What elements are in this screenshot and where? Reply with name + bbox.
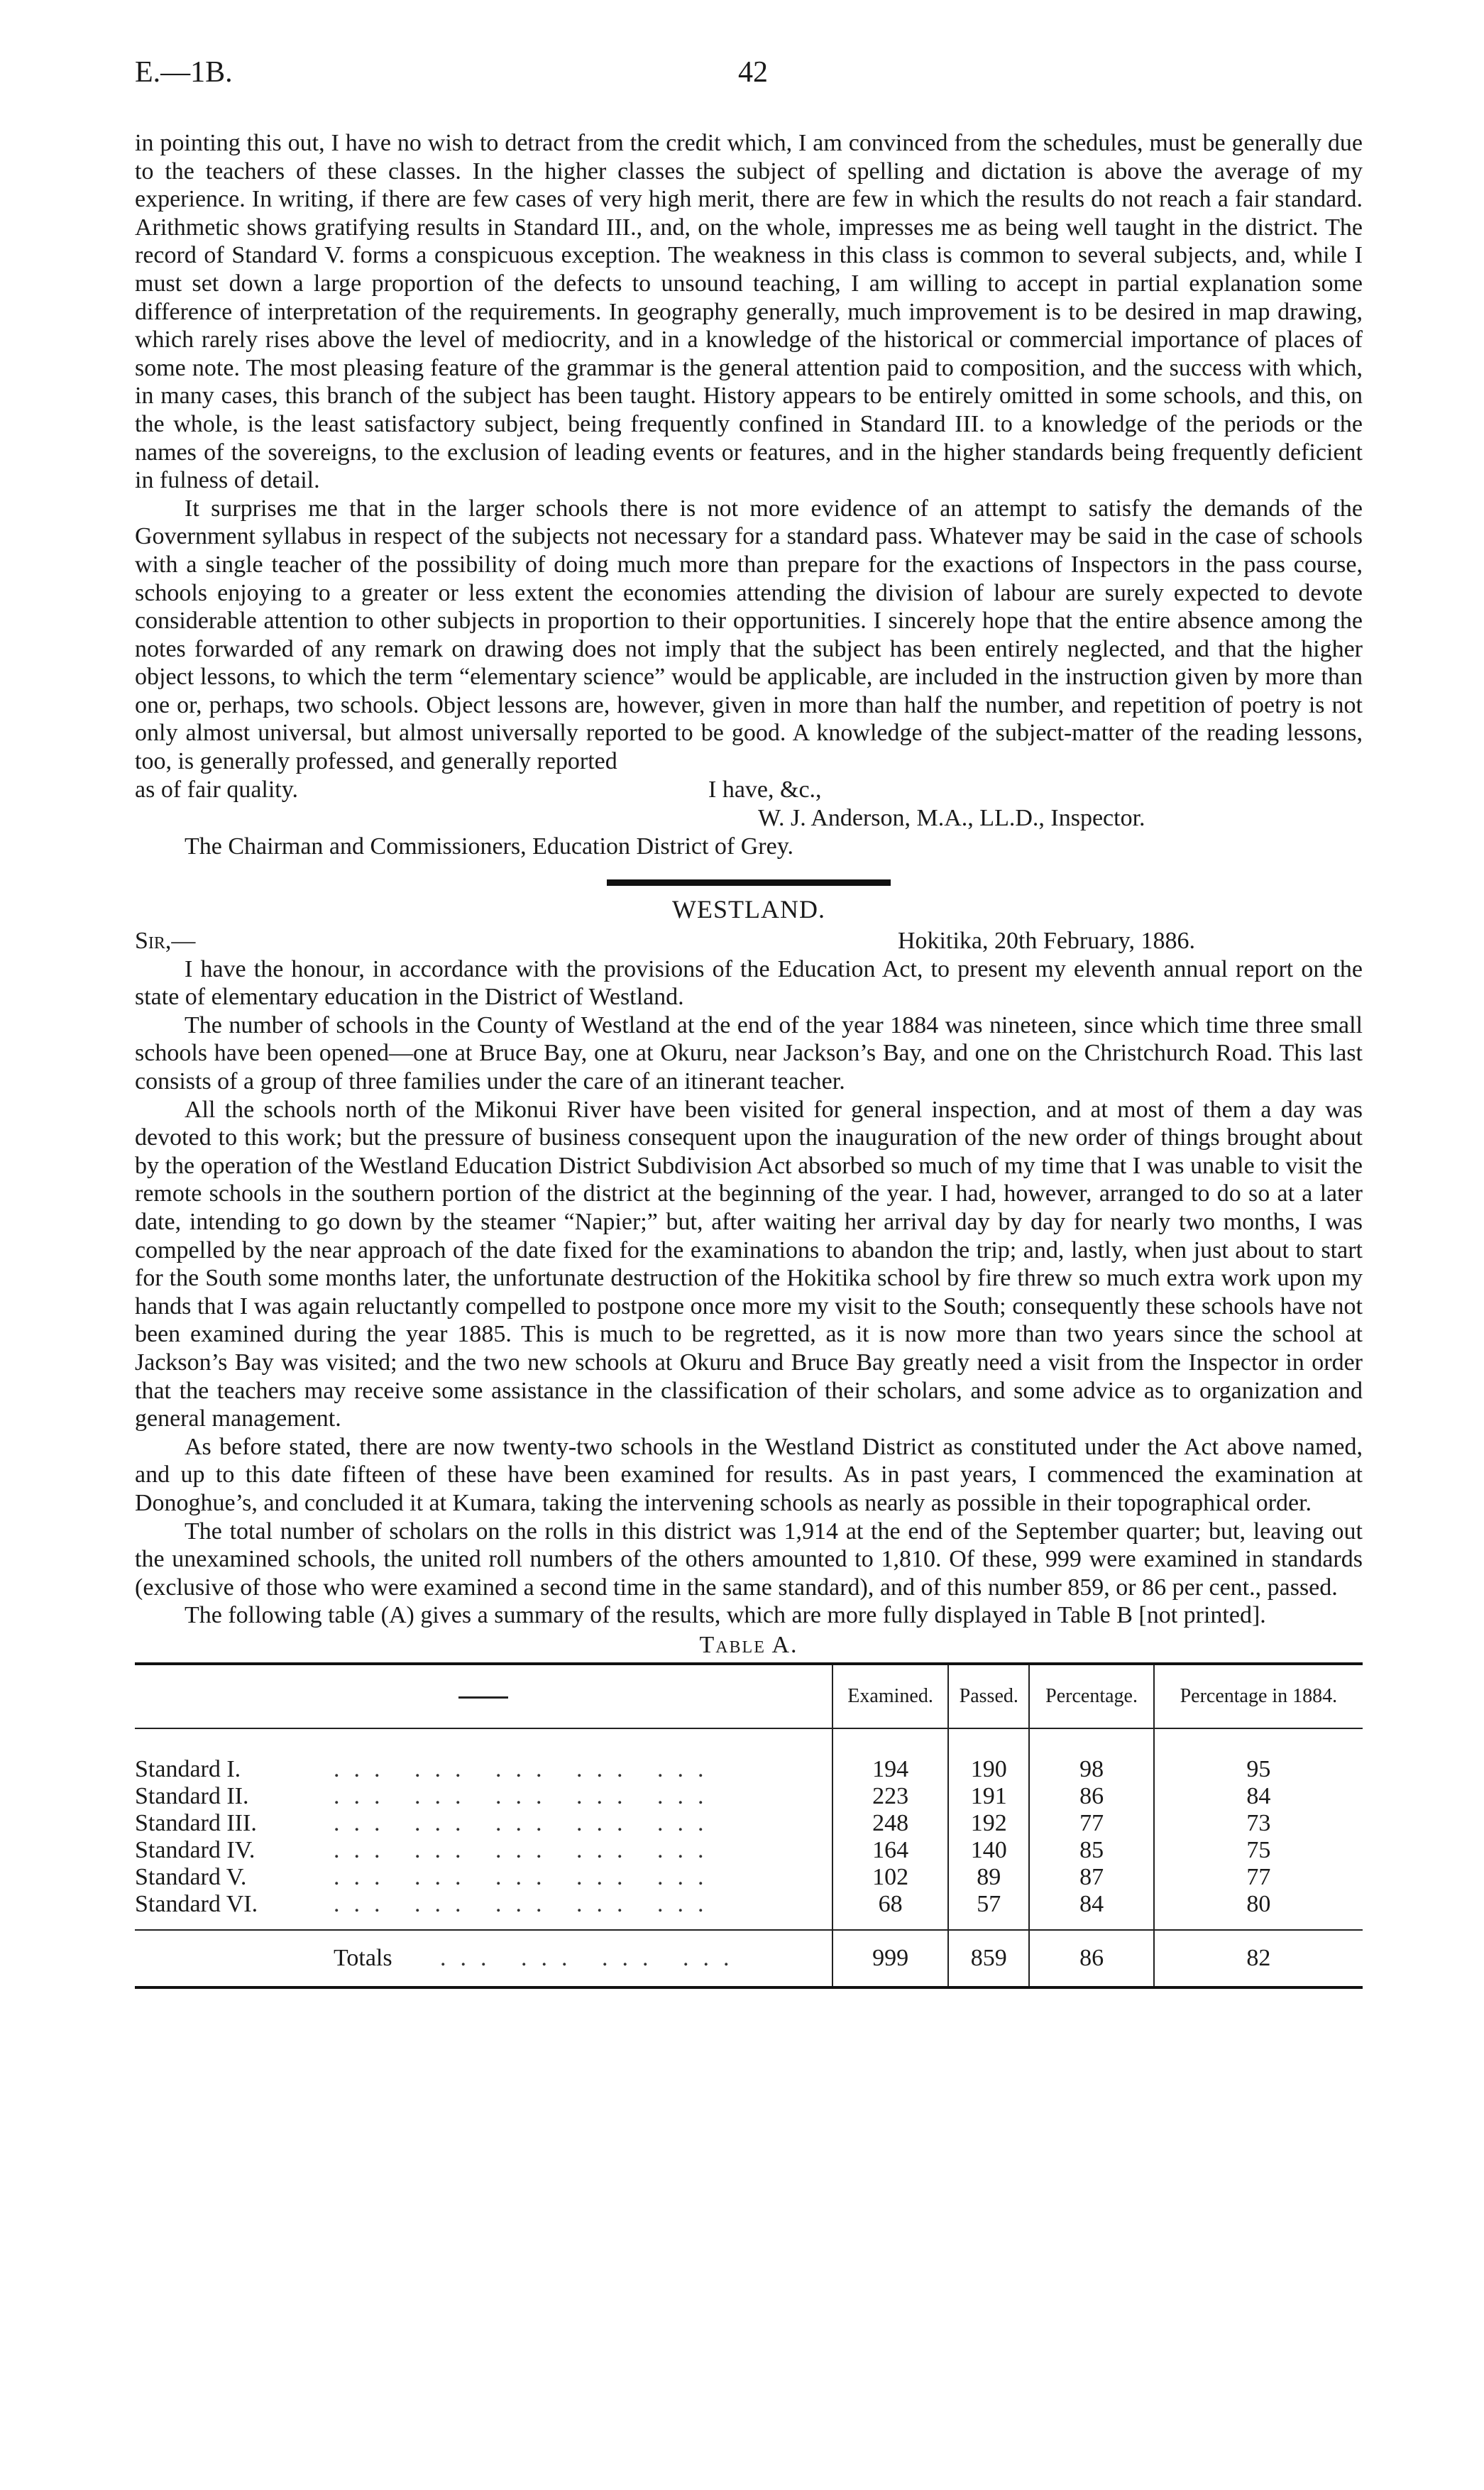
total-passed: 859 — [948, 1930, 1029, 1987]
signature: W. J. Anderson, M.A., LL.D., Inspector. — [758, 804, 1145, 831]
cell-percentage: 98 — [1029, 1728, 1153, 1783]
row-label: Standard I. — [135, 1755, 241, 1782]
section-title-westland: WESTLAND. — [672, 894, 825, 923]
header-percentage-1884: Percentage in 1884. — [1154, 1664, 1363, 1728]
table-row — [135, 1810, 1363, 1837]
cell-percentage: 84 — [1029, 1891, 1153, 1930]
table-row — [135, 1837, 1363, 1864]
closing-have: I have, &c., — [708, 776, 822, 803]
cell-percentage: 87 — [1029, 1864, 1153, 1891]
row-label: Standard V. — [135, 1863, 247, 1890]
cell-passed: 192 — [948, 1810, 1029, 1837]
cell-examined: 164 — [832, 1837, 948, 1864]
westland-paragraph-4: As before stated, there are now twenty-two schools in the Westland District as constituted under the Act above named, and up to this date fifteen of these have been examined for results. As in past years, I commenced the examination at Donoghue’s, and concluded it at Kumara, taking the intervening schools as nearly as possible in their topographical order. — [135, 1433, 1363, 1516]
cell-percentage-1884: 73 — [1154, 1810, 1363, 1837]
westland-paragraph-3: All the schools north of the Mikonui River have been visited for general inspection, and at most of them a day was devoted to this work; but the pressure of business consequent upon the inauguration of the new order of things brought about by the operation of the Westland Education District Subdivision Act absorbed so much of my time that I was unable to visit the remote schools in the southern portion of the district at the beginning of the year. I had, however, arranged to do so at a later date, intending to go down by the steamer “Napier;” but, after waiting her arrival day by day for nearly two months, I was compelled by the near approach of the date fixed for the examinations to abandon the trip; and, lastly, when just about to start for the South some months later, the unfortunate destruction of the Hokitika school by fire threw so much extra work upon my hands that I was again reluctantly compelled to postpone once more my visit to the South; consequently these schools have not been examined during the year 1885. This is much to be regretted, as it is now more than two years since the school at Jackson’s Bay was visited; and the two new schools at Okuru and Bruce Bay greatly need a visit from the Inspector in order that the teachers may receive some assistance in the classification of their scholars, and some advice as to organization and general management. — [135, 1096, 1363, 1432]
row-label: Standard IV. — [135, 1836, 255, 1863]
addressee: The Chairman and Commissioners, Education District of Grey. — [185, 833, 794, 860]
results-table — [135, 1662, 1363, 1989]
leader-dots: ... ... ... ... ... — [334, 1890, 718, 1917]
cell-percentage-1884: 75 — [1154, 1837, 1363, 1864]
page-header — [135, 55, 1363, 105]
cell-percentage-1884: 80 — [1154, 1891, 1363, 1930]
cell-passed: 190 — [948, 1728, 1029, 1783]
salutation-line — [135, 927, 1363, 955]
table-row — [135, 1891, 1363, 1930]
salutation: Sir,— — [135, 927, 196, 954]
cell-passed: 191 — [948, 1783, 1029, 1810]
grey-report-paragraph-1: in pointing this out, I have no wish to detract from the credit which, I am convinced from the schedules, must be generally due to the teachers of these classes. In the higher classes the subject of spelling and dictation is above the average of my experience. In writing, if there are few cases of very high merit, there are few in which the results do not reach a fair standard. Arithmetic shows gratifying results in Standard III., and, on the whole, impresses me as being well taught in the district. The record of Standard V. forms a conspicuous exception. The weakness in this class is common to several subjects, and, while I must set down a large proportion of the defects to unsound teaching, I am willing to accept in partial explanation some difference of interpretation of the requirements. In geography generally, much improvement is to be desired in map drawing, which rarely rises above the level of mediocrity, and in a knowledge of the historical or commercial importance of places of some note. The most pleasing feature of the grammar is the general attention paid to composition, and the success with which, in many cases, this branch of the subject has been taught. History appears to be entirely omitted in some schools, and this, on the whole, is the least satisfactory subject, being frequently confined in Standard III. to a knowledge of the periods or the names of the sovereigns, to the exclusion of leading events or features, and in the higher standards being frequently deficient in fulness of detail. — [135, 130, 1363, 494]
header-passed: Passed. — [948, 1664, 1029, 1728]
leader-dots: ... ... ... ... ... — [334, 1782, 718, 1809]
totals-row — [135, 1930, 1363, 1987]
document-reference: E.—1B. — [135, 56, 233, 89]
leader-dots: ... ... ... ... ... — [334, 1836, 718, 1863]
westland-paragraph-2: The number of schools in the County of Westland at the end of the year 1884 was nineteen, since which time three small schools have been opened—one at Bruce Bay, one at Okuru, near Jackson’s Bay, and one on the Christchurch Road. This last consists of a group of three families under the care of an itinerant teacher. — [135, 1011, 1363, 1095]
cell-percentage: 86 — [1029, 1783, 1153, 1810]
cell-passed: 57 — [948, 1891, 1029, 1930]
total-examined: 999 — [832, 1930, 948, 1987]
row-label: Standard II. — [135, 1782, 249, 1809]
row-label: Standard III. — [135, 1809, 257, 1836]
cell-examined: 194 — [832, 1728, 948, 1783]
leader-dots: ... ... ... ... ... — [334, 1755, 718, 1782]
place-date: Hokitika, 20th February, 1886. — [898, 927, 1195, 954]
cell-percentage-1884: 84 — [1154, 1783, 1363, 1810]
header-percentage: Percentage. — [1029, 1664, 1153, 1728]
cell-examined: 68 — [832, 1891, 948, 1930]
table-header-row — [135, 1664, 1363, 1728]
total-percentage: 86 — [1029, 1930, 1153, 1987]
table-title: Table A. — [699, 1631, 798, 1658]
westland-paragraph-6: The following table (A) gives a summary of the results, which are more fully displayed in Table B [not printed]. — [185, 1602, 1266, 1629]
leader-dots: ... ... ... ... ... — [334, 1809, 718, 1836]
header-blank — [135, 1664, 832, 1728]
cell-percentage-1884: 95 — [1154, 1728, 1363, 1783]
cell-passed: 140 — [948, 1837, 1029, 1864]
closing-line — [135, 776, 1363, 804]
grey-report-paragraph-2: It surprises me that in the larger schools there is not more evidence of an attempt to satisfy the demands of the Government syllabus in respect of the subjects not necessary for a standard pass. Whatever may be said in the case of schools with a single teacher of the possibility of doing much more than prepare for the exactions of Inspectors in the pass course, schools enjoying to a greater or less extent the economies attending the division of labour are surely expected to devote considerable attention to other subjects in proportion to their opportunities. I sincerely hope that the entire absence among the notes forwarded of any remark on drawing does not imply that the subject has been entirely neglected, and that the higher object lessons, to which the term “elementary science” would be applicable, are included in the instruction given by more than one or, perhaps, two schools. Object lessons are, however, given in more than half the number, and repetition of poetry is not only almost universal, but almost universally reported to be good. A knowledge of the subject-matter of the reading lessons, too, is generally professed, and generally reported — [135, 495, 1363, 775]
header-examined: Examined. — [832, 1664, 948, 1728]
table-row — [135, 1728, 1363, 1783]
page-number: 42 — [738, 56, 768, 89]
leader-dots: ... ... ... ... — [440, 1944, 744, 1971]
cell-percentage-1884: 77 — [1154, 1864, 1363, 1891]
header-dash — [458, 1696, 508, 1699]
section-divider — [607, 879, 891, 886]
document-body — [135, 129, 1363, 1989]
westland-paragraph-5: The total number of scholars on the rolls in this district was 1,914 at the end of the September quarter; but, leaving out the unexamined schools, the united roll numbers of the others amounted to 1,810. Of these, 999 were examined in standards (exclusive of those who were examined a second time in the same standard), and of this number 859, or 86 per cent., passed. — [135, 1518, 1363, 1601]
table-row — [135, 1864, 1363, 1891]
cell-passed: 89 — [948, 1864, 1029, 1891]
cell-percentage: 77 — [1029, 1810, 1153, 1837]
row-label: Standard VI. — [135, 1890, 258, 1917]
closing-quality: as of fair quality. — [135, 776, 299, 803]
leader-dots: ... ... ... ... ... — [334, 1863, 718, 1890]
westland-paragraph-1: I have the honour, in accordance with the provisions of the Education Act, to present my eleventh annual report on the state of elementary education in the District of Westland. — [135, 955, 1363, 1011]
cell-examined: 248 — [832, 1810, 948, 1837]
totals-label: Totals — [334, 1944, 392, 1971]
table-row — [135, 1783, 1363, 1810]
cell-percentage: 85 — [1029, 1837, 1153, 1864]
cell-examined: 102 — [832, 1864, 948, 1891]
total-percentage-1884: 82 — [1154, 1930, 1363, 1987]
cell-examined: 223 — [832, 1783, 948, 1810]
